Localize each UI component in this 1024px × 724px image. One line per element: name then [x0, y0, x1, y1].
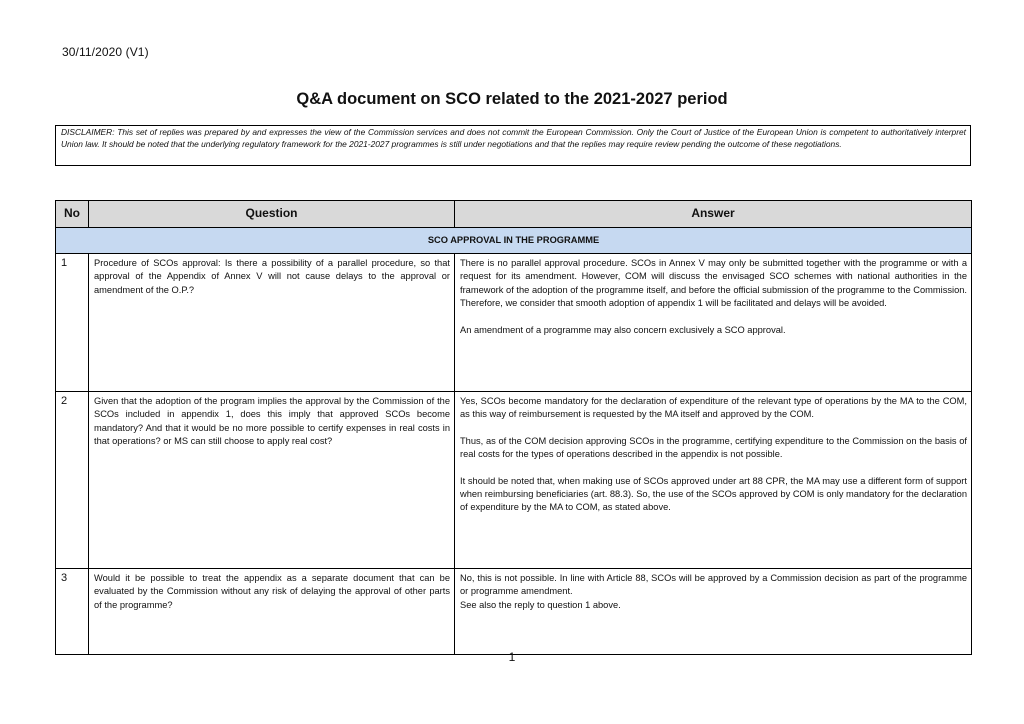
header-question: Question	[89, 201, 455, 228]
answer-paragraph: Yes, SCOs become mandatory for the declaration of expenditure of the relevant type of operations by the MA to the COM, as this way of reimbursement is requested by the MA itself and approved by the COM.	[460, 396, 967, 420]
question-text: Would it be possible to treat the appendix as a separate document that can be evaluated by the Commission without any risk of delaying the approval of other parts of the programme?	[89, 569, 455, 655]
answer-paragraph: See also the reply to question 1 above.	[460, 599, 621, 610]
document-title: Q&A document on SCO related to the 2021-2027 period	[296, 90, 728, 108]
header-answer: Answer	[455, 201, 972, 228]
answer-cell	[455, 254, 972, 392]
section-title: SCO APPROVAL IN THE PROGRAMME	[56, 228, 972, 254]
table-row	[56, 392, 972, 569]
row-number: 1	[56, 254, 89, 392]
answer-paragraph: There is no parallel approval procedure. SCOs in Annex V may only be submitted together with the programme or with a request for its amendment. However, COM will discuss the envisaged SCO schemes with national authorities in the framework of the adoption of the programme itself, and before the official submission of the programme to the Commission. Therefore, we consider that smooth adoption of appendix 1 will be facilitated and delays will be avoided.	[460, 258, 967, 309]
answer-cell	[455, 569, 972, 655]
question-text: Given that the adoption of the program implies the approval by the Commission of the SCOs included in appendix 1, does this imply that approved SCOs become mandatory? And that it would be no more possible to certify expenses in real costs in that operations? or MS can still choose to apply real cost?	[89, 392, 455, 569]
answer-paragraph: Thus, as of the COM decision approving SCOs in the programme, certifying expenditure to the Commission on the basis of real costs for the types of operations described in the appendix is not possible.	[460, 435, 967, 460]
question-text: Procedure of SCOs approval: Is there a possibility of a parallel procedure, so that approval of the Appendix of Annex V will not cause delays to the approval or amendment of the O.P.?	[89, 254, 455, 392]
answer-cell	[455, 392, 972, 569]
qa-table	[55, 200, 972, 655]
row-number: 2	[56, 392, 89, 569]
table-header-row	[56, 201, 972, 228]
answer-paragraph: No, this is not possible. In line with Article 88, SCOs will be approved by a Commission decision as part of the programme or programme amendment.	[460, 573, 967, 597]
section-row	[56, 228, 972, 254]
table-row	[56, 254, 972, 392]
page-number: 1	[508, 650, 516, 664]
table-row	[56, 569, 972, 655]
row-number: 3	[56, 569, 89, 655]
disclaimer-box: DISCLAIMER: This set of replies was prepared by and expresses the view of the Commission services and does not commit the European Commission. Only the Court of Justice of the European Union is competent to authoritatively interpret Union law. It should be noted that the underlying regulatory framework for the 2021-2027 programmes is still under negotiations and that the replies may require review pending the outcome of these negotiations.	[55, 125, 971, 166]
answer-paragraph: It should be noted that, when making use of SCOs approved under art 88 CPR, the MA may use a different form of support when reimbursing beneficiaries (art. 88.3). So, the use of the SCOs approved by COM is only mandatory for the declaration of expenditure by the MA to COM, as stated above.	[460, 475, 967, 513]
answer-paragraph: An amendment of a programme may also concern exclusively a SCO approval.	[460, 324, 786, 335]
document-version-date: 30/11/2020 (V1)	[62, 45, 149, 59]
header-no: No	[56, 201, 89, 228]
